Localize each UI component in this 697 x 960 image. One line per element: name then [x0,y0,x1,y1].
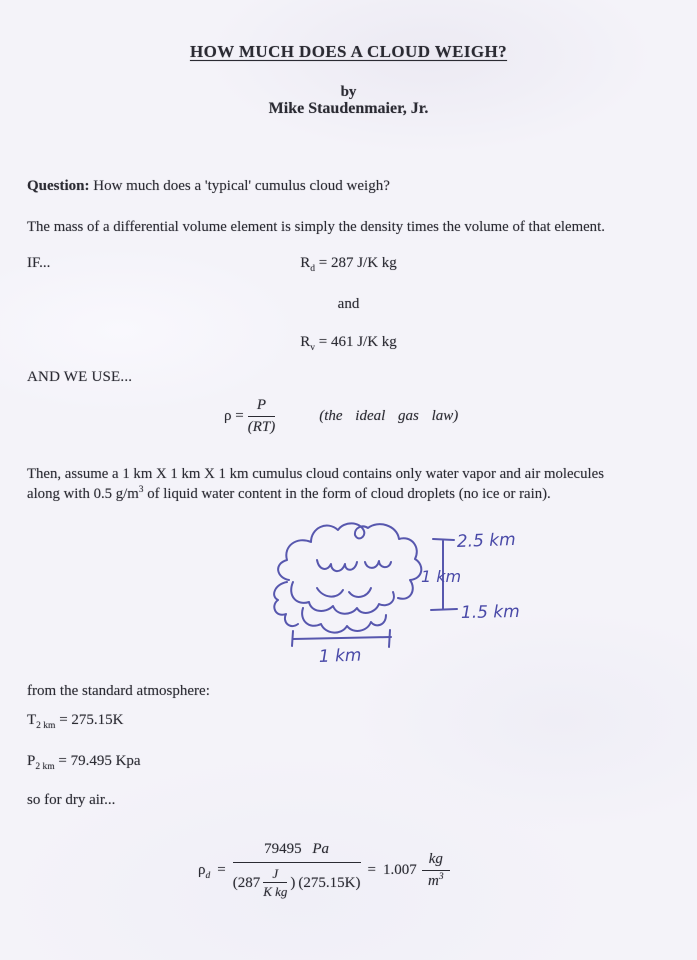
equation-rd [0,255,697,272]
cloud-left-flap [274,582,298,626]
then-line-2-pre: along with 0.5 g/m [27,485,139,502]
main-fraction [233,840,361,900]
rd-symbol: R [300,255,311,271]
cloud-outline [278,523,421,598]
result-units-fraction [422,850,450,891]
label-cloud-height: 1 km [421,567,462,586]
label-cloud-width: 1 km [318,645,362,667]
t-symbol: T [27,712,37,728]
m3-exponent: 3 [438,871,444,882]
ideal-gas-lhs: ρ = [224,407,244,424]
rho-symbol: $\rho_d$ [198,861,211,881]
p-subscript: 2 km [35,762,55,772]
label-cloud-top-altitude: 2.5 km [456,529,516,552]
equals-sign-2: = [367,861,376,878]
if-label: IF... [27,255,51,271]
t-value: = 275.15K [55,712,124,728]
equation-dry-air-density [198,840,450,900]
p-value: = 79.495 Kpa [54,753,141,769]
cloud-inner-curl [365,561,391,568]
then-line-2 [27,485,604,505]
question-text: How much does a 'typical' cumulus cloud weigh? [89,178,390,194]
ideal-gas-note: (the ideal gas law) [319,407,459,424]
width-scale-right-tick [389,630,390,647]
equation-p2km [27,753,141,770]
pascal-unit: Pa [312,841,330,857]
main-fraction-denominator [233,863,361,901]
equals-sign: = [217,861,226,878]
rv-subscript: v [310,343,315,353]
main-fraction-numerator: 79495 Pa [233,840,361,863]
cloud-inner-arcs [317,588,371,597]
height-scale-top-tick [433,539,454,540]
width-scale-left-tick [292,631,293,646]
ideal-gas-denominator: (RT) [247,418,276,435]
equation-t2km [27,712,123,729]
label-cloud-base-altitude: 1.5 km [460,601,520,623]
dry-air-label: so for dry air... [27,792,116,808]
rv-symbol: R [300,334,311,350]
and-word: and [337,296,360,312]
question-line [27,178,390,195]
then-paragraph [27,465,604,504]
gas-constant-fraction [263,866,287,901]
p-symbol: P [27,753,36,769]
page-title: HOW MUCH DOES A CLOUD WEIGH? [189,42,508,61]
ideal-gas-fraction [248,396,276,437]
author-name: Mike Staudenmaier, Jr. [268,100,429,117]
then-line-2-post: of liquid water content in the form of cloud droplets (no ice or rain). [143,485,551,502]
mass-sentence: The mass of a differential volume element is simply the density times the volume of that element. [27,219,605,235]
temperature-factor: (275.15K) [298,874,361,891]
ideal-gas-numerator: P [248,396,276,417]
joule-unit: J [263,866,287,883]
rd-value: = 287 J/K kg [314,255,397,271]
kg-unit: kg [422,850,450,871]
and-we-use-label: AND WE USE... [27,369,133,385]
standard-atmosphere-label: from the standard atmosphere: [27,683,210,699]
rho-subscript: d [205,870,211,881]
cloud-scallops-middle [291,582,394,614]
den-close: ) [290,874,296,891]
width-scale-line [293,637,391,639]
result-value: 1.007 [382,861,417,878]
then-line-1: Then, assume a 1 km X 1 km X 1 km cumulus cloud contains only water vapor and air molecules [27,466,604,482]
height-scale-bottom-tick [431,609,457,610]
equation-rv [0,334,697,351]
kelvin-kg-unit: K kg [263,884,288,899]
question-label: Question: [27,178,90,194]
cloud-inner-squiggle [317,560,357,571]
rd-subscript: d [310,264,315,274]
rv-value: = 461 J/K kg [314,334,397,350]
den-open: (287 [232,874,261,891]
hand-drawn-cloud-diagram [265,518,555,676]
byline: by [340,84,357,100]
t-subscript: 2 km [36,721,56,731]
equation-ideal-gas [224,396,458,437]
m3-unit: $m^3$ [428,871,444,889]
then-line-2-exponent: 3 [138,484,144,495]
